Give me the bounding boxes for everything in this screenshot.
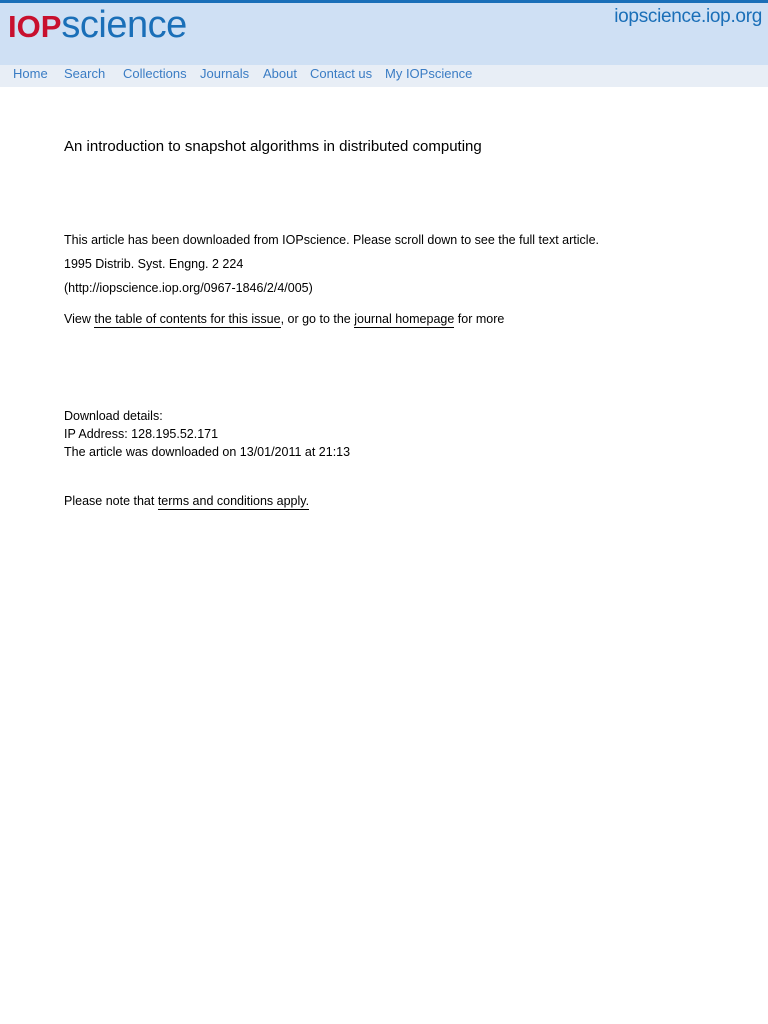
site-url[interactable]: iopscience.iop.org <box>614 6 762 27</box>
view-middle: , or go to the <box>280 312 355 326</box>
article-url: (http://iopscience.iop.org/0967-1846/2/4/005) <box>64 281 313 295</box>
nav-about[interactable]: About <box>263 66 297 81</box>
toc-link[interactable]: the table of contents for this issue <box>94 312 281 326</box>
nav-my-iopscience[interactable]: My IOPscience <box>385 66 473 81</box>
ip-address: IP Address: 128.195.52.171 <box>64 427 219 441</box>
nav-journals[interactable]: Journals <box>200 66 250 81</box>
terms-line <box>64 494 309 508</box>
site-header <box>0 3 768 65</box>
journal-homepage-link[interactable]: journal homepage <box>354 312 455 326</box>
view-prefix: View <box>64 312 95 326</box>
iopscience-logo[interactable] <box>8 5 187 45</box>
nav-search[interactable]: Search <box>64 66 106 81</box>
download-details-heading: Download details: <box>64 409 163 423</box>
nav-contact-us[interactable]: Contact us <box>310 66 373 81</box>
download-notice: This article has been downloaded from IOPscience. Please scroll down to see the full text article. <box>64 233 599 247</box>
view-links-line <box>64 312 504 326</box>
article-title: An introduction to snapshot algorithms in distributed computing <box>64 138 482 155</box>
article-citation: 1995 Distrib. Syst. Engng. 2 224 <box>64 257 244 271</box>
logo-science-text: science <box>61 4 187 46</box>
download-timestamp: The article was downloaded on 13/01/2011 at 21:13 <box>64 445 351 459</box>
view-suffix: for more <box>454 312 505 326</box>
terms-link[interactable]: terms and conditions apply. <box>157 494 310 508</box>
main-nav <box>0 65 768 87</box>
logo-iop-text: IOP <box>8 9 62 44</box>
terms-prefix: Please note that <box>64 494 158 508</box>
nav-collections[interactable]: Collections <box>123 66 187 81</box>
nav-home[interactable]: Home <box>13 66 48 81</box>
